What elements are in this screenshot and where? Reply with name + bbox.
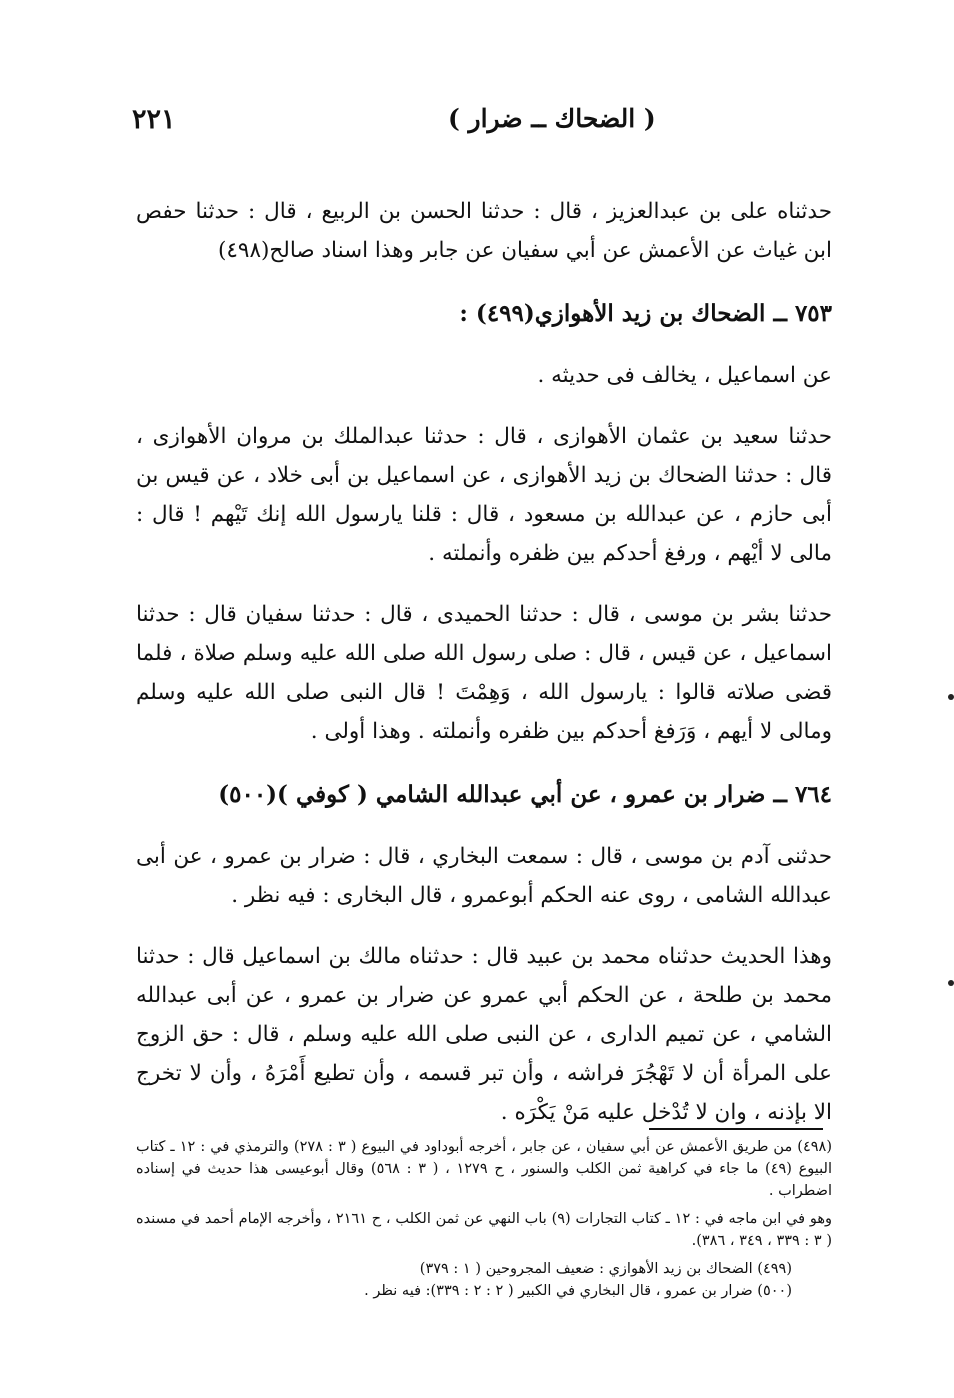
paragraph: عن اسماعيل ، يخالف فى حديثه . bbox=[537, 363, 832, 388]
footnote: وهو في ابن ماجه في : ١٢ ـ كتاب التجارات (٩) باب النهي عن ثمن الكلب ، ح ٢١٦١ ، وأخرجه الإمام أحمد في مسنده ( ٣ : ٣٣٩ ، ٣٤٩ ، ٣٨٦). bbox=[136, 1211, 832, 1249]
footnotes bbox=[136, 1136, 832, 1302]
footnote-divider bbox=[649, 1128, 823, 1130]
paragraph: وهذا الحديث حدثناه محمد بن عبيد قال : حدثناه مالك بن اسماعيل قال : حدثنا محمد بن طلحة ، عن الحكم أبي عمرو عن ضرار بن عمرو ، عن أبى عبدالله الشامي ، عن تميم الدارى ، عن النبى صلى الله عليه وسلم ، قال : حق الزوج على المرأة أن لا تَهْجُرَ فراشه ، وأن تبر قسمه ، وأن تطيع أَمْرَهُ ، وأن لا تخرج الا بإذنه ، وان لا تُدْخل عليه مَنْ يَكْرَه . bbox=[136, 944, 832, 1125]
entry-heading: ٧٦٤ ــ ضرار بن عمرو ، عن أبي عبدالله الشامي ( كوفي )(٥٠٠) bbox=[218, 781, 832, 808]
margin-mark bbox=[948, 694, 954, 700]
margin-mark bbox=[948, 980, 954, 986]
paragraph: حدثنى آدم بن موسى ، قال : سمعت البخاري ، قال : ضرار بن عمرو ، عن أبى عبدالله الشامى ، روى عنه الحكم أبوعمرو ، قال البخارى : فيه نظر . bbox=[136, 844, 832, 908]
paragraph: حدثنا سعيد بن عثمان الأهوازى ، قال : حدثنا عبدالملك بن مروان الأهوازى ، قال : حدثنا الضحاك بن زيد الأهوازى ، عن اسماعيل بن أبى خلاد ، عن قيس بن أبى حازم ، عن عبدالله بن مسعود ، قال : قلنا يارسول الله إنك تَيْهم ! قال : مالى لا أيْهم ، ورفغ أحدكم بين ظفره وأنملته . bbox=[136, 424, 832, 566]
paragraph: حدثنا بشر بن موسى ، قال : حدثنا الحميدى ، قال : حدثنا سفيان قال : حدثنا اسماعيل ، عن قيس ، قال : صلى رسول الله صلى الله عليه وسلم صلاة ، فلما قضى صلاته قالوا : يارسول الله ، وَهِمْتَ ! قال النبى صلى الله عليه وسلم ومالى لا أيهم ، وَرَفغ أحدكم بين ظفره وأنملته . وهذا أولى . bbox=[136, 602, 832, 744]
footnote: (٥٠٠) ضرار بن عمرو ، قال البخاري في الكبير ( ٢ : ٢ : ٣٣٩): فيه نظر . bbox=[364, 1283, 792, 1299]
paragraph: حدثناه على بن عبدالعزيز ، قال : حدثنا الحسن بن الربيع ، قال : حدثنا حفص ابن غياث عن الأعمش عن أبي سفيان عن جابر وهذا اسناد صالح(٤٩٨) bbox=[136, 199, 832, 263]
entry-heading: ٧٥٣ ــ الضحاك بن زيد الأهوازي(٤٩٩) : bbox=[459, 300, 832, 327]
running-title: ( الضحاك ــ ضرار ) bbox=[448, 104, 656, 133]
footnote: (٤٩٨) من طريق الأعمش عن أبي سفيان ، عن جابر ، أخرجه أبوداود في البيوع ( ٣ : ٢٧٨) والترمذي في : ١٢ ـ كتاب البيوع (٤٩) ما جاء في كراهية ثمن الكلب والسنور ، ح ١٢٧٩ ، ( ٣ : ٥٦٨) وقال أبوعيسى هذا حديث في إسناده اضطراب . bbox=[136, 1139, 832, 1199]
page-header bbox=[120, 104, 656, 144]
main-text bbox=[136, 192, 832, 1154]
page-number: ٢٢١ bbox=[132, 104, 176, 135]
footnote: (٤٩٩) الضحاك بن زيد الأهوازي : ضعيف المجروحين ( ١ : ٣٧٩) bbox=[419, 1261, 792, 1277]
